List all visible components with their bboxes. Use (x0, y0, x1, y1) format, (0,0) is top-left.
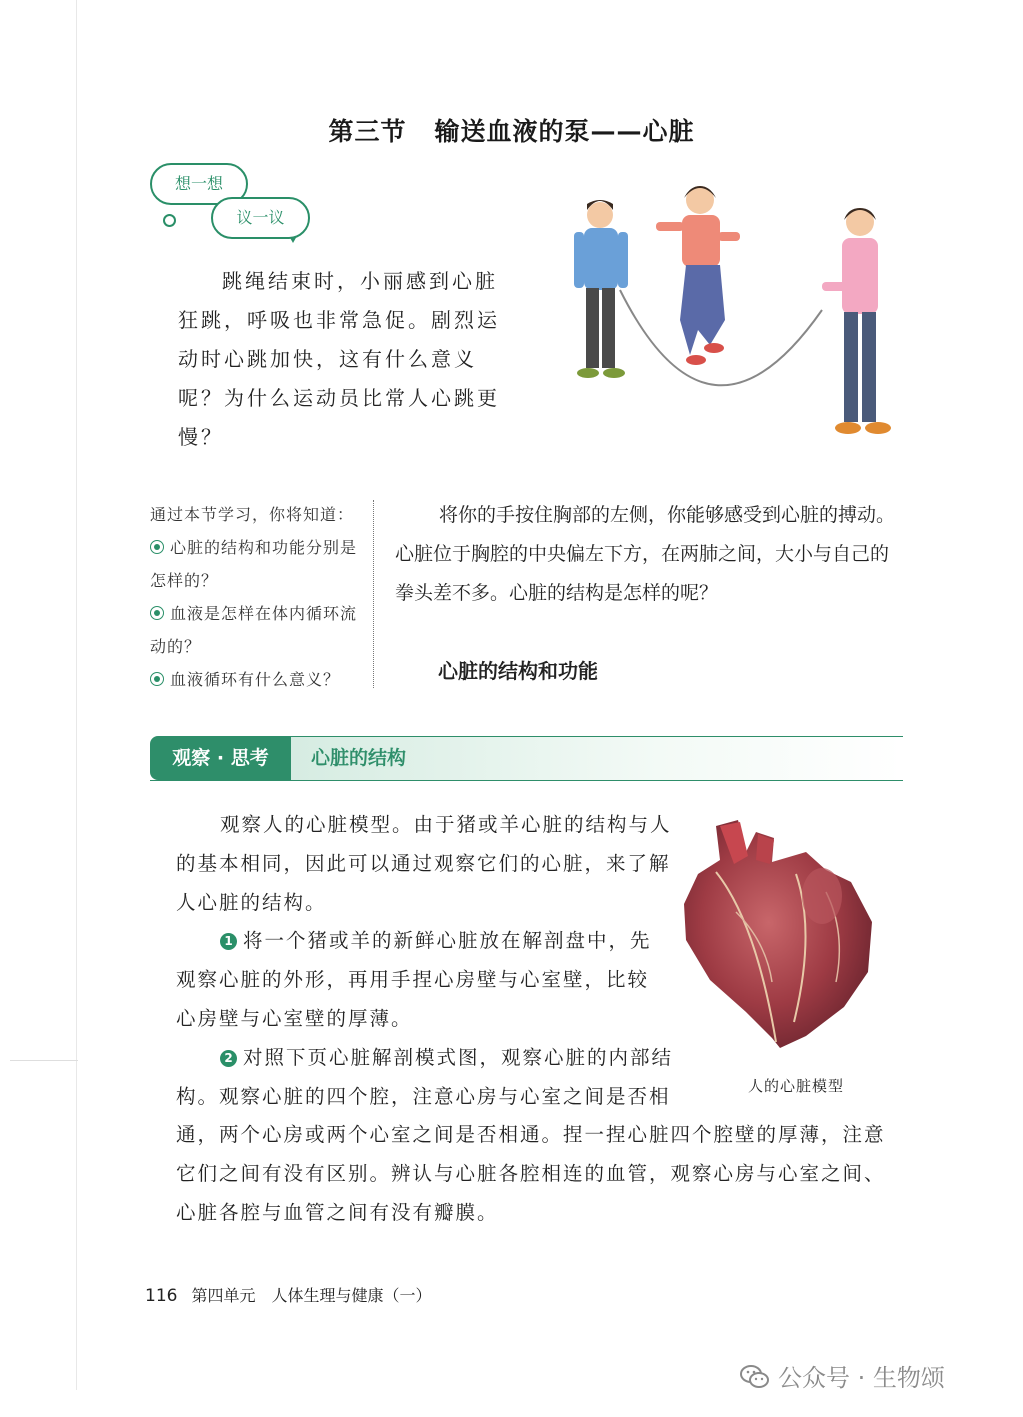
objective-item: 心脏的结构和功能分别是怎样的？ (150, 538, 358, 590)
wechat-icon (740, 1364, 770, 1396)
rope-holder-girl-figure (822, 208, 891, 434)
page-number: 116 (145, 1286, 178, 1306)
section-number: 第三节 (328, 117, 407, 146)
target-bullet-icon (150, 540, 164, 554)
learning-objectives (150, 498, 362, 696)
step-number-badge: 2 (220, 1050, 237, 1067)
boy-figure (574, 200, 628, 378)
think-bubble: 想一想 (150, 163, 248, 205)
banner-top-rule (291, 736, 903, 737)
body-paragraph-step-2-cont: 通，两个心房或两个心室之间是否相通。捏一捏心脏四个腔壁的厚薄，注意它们之间有没有区别。辨认与心脏各腔相连的血管，观察心房与心室之间、心脏各腔与血管之间有没有瓣膜。 (176, 1123, 886, 1224)
thought-dot (163, 214, 176, 227)
banner-bottom-rule (150, 780, 903, 781)
body-paragraph-1: 观察人的心脏模型。由于猪或羊心脏的结构与人的基本相同，因此可以通过观察它们的心脏，来了解人心脏的结构。 (176, 813, 672, 914)
think-question: 跳绳结束时，小丽感到心脏狂跳，呼吸也非常急促。剧烈运动时心跳加快，这有什么意义呢？为什么运动员比常人心跳更慢？ (178, 269, 500, 449)
dotted-divider (373, 500, 374, 688)
body-paragraph-step-2: 2 对照下页心脏解剖模式图，观察心脏的内部结构。观察心脏的四个腔，注意心房与心室之间是否相 (176, 1046, 674, 1108)
subheading: 心脏的结构和功能 (438, 659, 598, 683)
watermark-text: 公众号 · 生物颂 (778, 1364, 945, 1392)
discuss-bubble: 议一议 (211, 197, 310, 239)
step-number-badge: 1 (220, 933, 237, 950)
target-bullet-icon (150, 606, 164, 620)
page-edge-line (76, 0, 77, 1390)
objectives-heading: 通过本节学习，你将知道： (150, 505, 355, 524)
activity-label: 观察 · 思考 (150, 736, 291, 780)
heart-caption: 人的心脏模型 (748, 1077, 845, 1095)
section-name: 输送血液的泵——心脏 (434, 117, 695, 146)
chapter-title: 第四单元 人体生理与健康（一） (191, 1286, 432, 1305)
jump-rope-illustration (560, 170, 930, 460)
section-title (0, 112, 1023, 148)
watermark (740, 1358, 945, 1396)
jumping-girl-figure (656, 186, 740, 365)
page-margin-mark (10, 1060, 78, 1061)
objective-item: 血液循环有什么意义？ (150, 663, 362, 696)
target-bullet-icon (150, 672, 164, 686)
objective-item: 血液是怎样在体内循环流动的？ (150, 604, 358, 656)
activity-banner (150, 736, 903, 780)
intro-paragraph: 将你的手按住胸部的左侧，你能够感受到心脏的搏动。心脏位于胸腔的中央偏左下方，在两肺之间，大小与自己的拳头差不多。心脏的结构是怎样的呢？ (395, 504, 896, 604)
activity-title: 心脏的结构 (291, 736, 903, 780)
page-footer (145, 1283, 431, 1306)
heart-model-image (676, 812, 886, 1050)
body-paragraph-step-1: 1 将一个猪或羊的新鲜心脏放在解剖盘中，先观察心脏的外形，再用手捏心房壁与心室壁，比较心房壁与心室壁的厚薄。 (176, 929, 652, 1030)
